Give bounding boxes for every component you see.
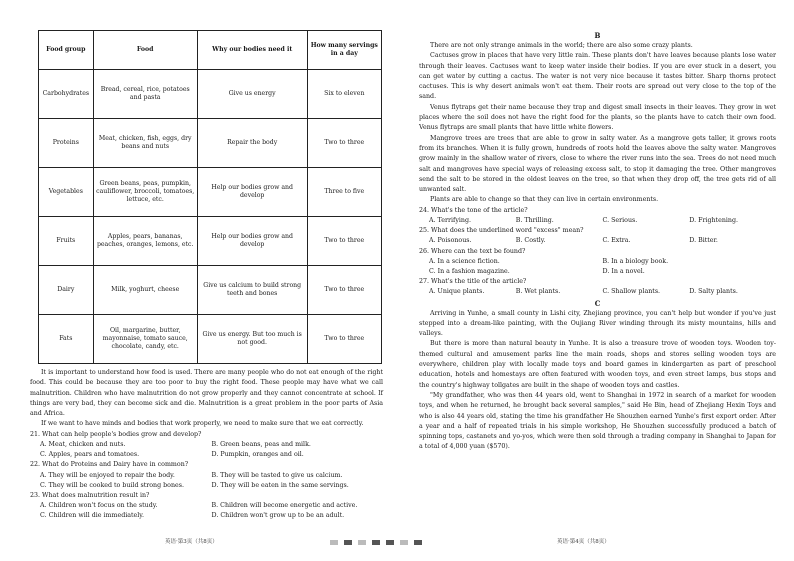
table-cell: Milk, yoghurt, cheese (93, 266, 197, 315)
table-header-cell: Food group (39, 31, 94, 70)
question-text: 27. What's the title of the article? (419, 278, 527, 286)
table-row (39, 119, 382, 168)
answer-option: A. They will be enjoyed to repair the body. (40, 471, 175, 479)
food-group-table (38, 30, 382, 364)
registration-mark (330, 540, 338, 545)
table-cell: Give us calcium to build strong teeth and bones (197, 266, 307, 315)
answer-option: B. Children will become energetic and active. (211, 502, 358, 510)
answer-option: A. In a science fiction. (429, 257, 500, 265)
answer-option: C. They will be cooked to build strong bones. (40, 481, 184, 489)
table-cell: Two to three (307, 315, 381, 364)
table-cell: Green beans, peas, pumpkin, cauliflower, broccoli, tomatoes, lettuce, etc. (93, 168, 197, 217)
table-cell: Help our bodies grow and develop (197, 168, 307, 217)
table-row (39, 168, 382, 217)
right-page (397, 0, 794, 561)
paragraph: If we want to have minds and bodies that work properly, we need to make sure that we eat correctly. (41, 420, 364, 428)
table-cell: Fats (39, 315, 94, 364)
table-row (39, 70, 382, 119)
page-footer: 英语·第4页（共8页） (557, 539, 610, 545)
answer-option: D. They will be eaten in the same servings. (211, 481, 349, 489)
answer-option: C. Serious. (602, 216, 638, 224)
answer-option: C. Children will die immediately. (40, 512, 145, 520)
section-heading-c: C (594, 298, 601, 308)
question-24 (419, 206, 776, 226)
page-footer: 英语·第3页（共8页） (165, 539, 218, 545)
question-text: 23. What does malnutrition result in? (30, 492, 150, 499)
table-cell: Dairy (39, 266, 94, 315)
answer-option: D. Pumpkin, oranges and oil. (211, 451, 304, 459)
answer-option: A. Unique plants. (429, 288, 485, 296)
registration-mark (344, 540, 352, 545)
answer-option: B. Thrilling. (515, 216, 554, 224)
table-cell: Help our bodies grow and develop (197, 217, 307, 266)
table-header-row (39, 31, 382, 70)
question-text: 22. What do Proteins and Dairy have in common? (30, 461, 189, 469)
paragraph: Mangrove trees are trees that are able to grow in salty water. As a mangrove gets taller, it grows roots from its branches. When it is fully grown, hundreds of roots hold the leaves above the salty water. Mangroves grow mainly in the shallow water of rivers, close to where the river runs into the sea. Trees do not need much salt and mangroves have special ways of releasing excess salt, to stop it damaging the tree. Other mangroves send the salt to be stored in the oldest leaves on the tree, so that when they drop off, the tree gets rid of all unwanted salt. (419, 134, 776, 194)
answer-option: B. Costly. (515, 237, 546, 245)
answer-option: A. Poisonous. (429, 237, 472, 245)
answer-option: D. Bitter. (689, 237, 718, 245)
answer-option: C. Apples, pears and tomatoes. (40, 451, 140, 459)
question-text: 21. What can help people's bodies grow and develop? (30, 430, 202, 438)
answer-option: C. Shallow plants. (602, 288, 661, 296)
table-cell: Two to three (307, 266, 381, 315)
paragraph: Plants are able to change so that they can live in certain environments. (430, 196, 659, 204)
answer-option: A. Meat, chicken and nuts. (40, 440, 126, 448)
passage-c-text (419, 309, 776, 453)
answer-option: C. In a fashion magazine. (429, 267, 510, 275)
paragraph: Cactuses grow in places that have very little rain. These plants don't have leaves because plants lose water through their leaves. Cactuses want to keep water inside their bodies. If you are ever stuck in a desert, you can get water by cutting a cactus. The water is not very nice because it tastes bitter. Sharp thorns protect cactuses. This is why desert animals won't eat them. Their roots are spread out very close to the top of the sand. (419, 52, 776, 101)
question-text: 26. Where can the text be found? (419, 247, 526, 255)
table-cell: Bread, cereal, rice, potatoes and pasta (93, 70, 197, 119)
table-header-cell: Why our bodies need it (197, 31, 307, 70)
table-cell: Oil, margarine, butter, mayonnaise, tomato sauce, chocolate, candy, etc. (93, 315, 197, 364)
table-cell: Apples, pears, bananas, peaches, oranges, lemons, etc. (93, 217, 197, 266)
question-text: 24. What's the tone of the article? (419, 206, 528, 214)
question-23 (30, 491, 383, 522)
answer-option: D. In a novel. (602, 267, 645, 275)
paragraph: "My grandfather, who was then 44 years old, went to Shanghai in 1972 in search of a market for wooden toys, and when he returned, he brought back several samples," said He Bin, head of Zhejiang Hexin Toys and who is also 44 years old, stating the time his grandfather He Shouzhen earned Yunhe's first export order. After a year and a half of repeated trials in his simple workshop, He Shouzhen successfully produced a batch of spinning tops, castanets and yo-yos, which were then sold through a trading company in Shanghai to Japan for a total of 4,000 yuan ($570). (419, 391, 776, 451)
paragraph: But there is more than natural beauty in Yunhe. It is also a treasure trove of wooden toys. Wooden toy-themed cultural and amusement parks line the main roads, shops and stores selling wooden toys are everywhere, children play with locally made toys and board games in kindergarten as part of preschool education, hotels and homestays are often featured with wooden toys, and even street lamps, bus stops and the country's highway tollgates are built in the shape of wooden toys and castles. (419, 340, 776, 389)
table-row (39, 315, 382, 364)
answer-option: C. Extra. (602, 237, 631, 245)
table-cell: Fruits (39, 217, 94, 266)
table-cell: Two to three (307, 119, 381, 168)
passage-b-text (419, 41, 776, 206)
answer-option: B. Wet plants. (515, 288, 561, 296)
passage-a-text (30, 368, 383, 430)
table-row (39, 266, 382, 315)
answer-option: A. Children won't focus on the study. (40, 502, 158, 510)
answer-option: B. In a biology book. (602, 257, 669, 265)
answer-option: B. They will be tasted to give us calcium. (211, 471, 343, 479)
paragraph: Venus flytraps get their name because they trap and digest small insects in their leaves. They grow in wet places where the soil does not have the right food for the plants, so the plants have to catch their own food. Venus flytraps are small plants that have little white flowers. (419, 103, 776, 132)
table-cell: Proteins (39, 119, 94, 168)
section-heading-b: B (594, 31, 601, 40)
table-cell: Repair the body (197, 119, 307, 168)
paragraph: There are not only strange animals in the world; there are also some crazy plants. (430, 42, 693, 49)
answer-option: A. Terrifying. (429, 216, 472, 224)
question-22 (30, 460, 383, 491)
table-cell: Meat, chicken, fish, eggs, dry beans and nuts (93, 119, 197, 168)
table-cell: Give us energy (197, 70, 307, 119)
table-cell: Six to eleven (307, 70, 381, 119)
answer-option: D. Frightening. (689, 216, 738, 224)
question-21 (30, 430, 383, 461)
registration-mark (386, 540, 394, 545)
table-header-cell: How many servings in a day (307, 31, 381, 70)
paragraph: It is important to understand how food is used. There are many people who do not eat enough of the right food. This could be because they are too poor to buy the right food. These people may have what we call malnutrition. Children who have malnutrition do not grow properly and they cannot concentrate at school. If things are very bad, they can become sick and die. Malnutrition is a great problem in the poor parts of Asia and Africa. (30, 369, 383, 418)
answer-option: B. Green beans, peas and milk. (211, 440, 311, 448)
table-cell: Three to five (307, 168, 381, 217)
table-row (39, 217, 382, 266)
answer-option: D. Children won't grow up to be an adult. (211, 512, 345, 520)
table-header-cell: Food (93, 31, 197, 70)
table-cell: Two to three (307, 217, 381, 266)
question-25 (419, 226, 776, 246)
answer-option: D. Salty plants. (689, 288, 738, 296)
table-cell: Vegetables (39, 168, 94, 217)
registration-mark (358, 540, 366, 545)
question-27 (419, 277, 776, 297)
registration-mark (372, 540, 380, 545)
table-cell: Carbohydrates (39, 70, 94, 119)
table-cell: Give us energy. But too much is not good. (197, 315, 307, 364)
paragraph: Arriving in Yunhe, a small county in Lishi city, Zhejiang province, you can't help but wonder if you've just stepped into a dream-like painting, with the Oujiang River winding through its misty mountains, hills and valleys. (419, 309, 776, 338)
question-26 (419, 247, 776, 278)
question-text: 25. What does the underlined word "excess" mean? (419, 227, 584, 235)
